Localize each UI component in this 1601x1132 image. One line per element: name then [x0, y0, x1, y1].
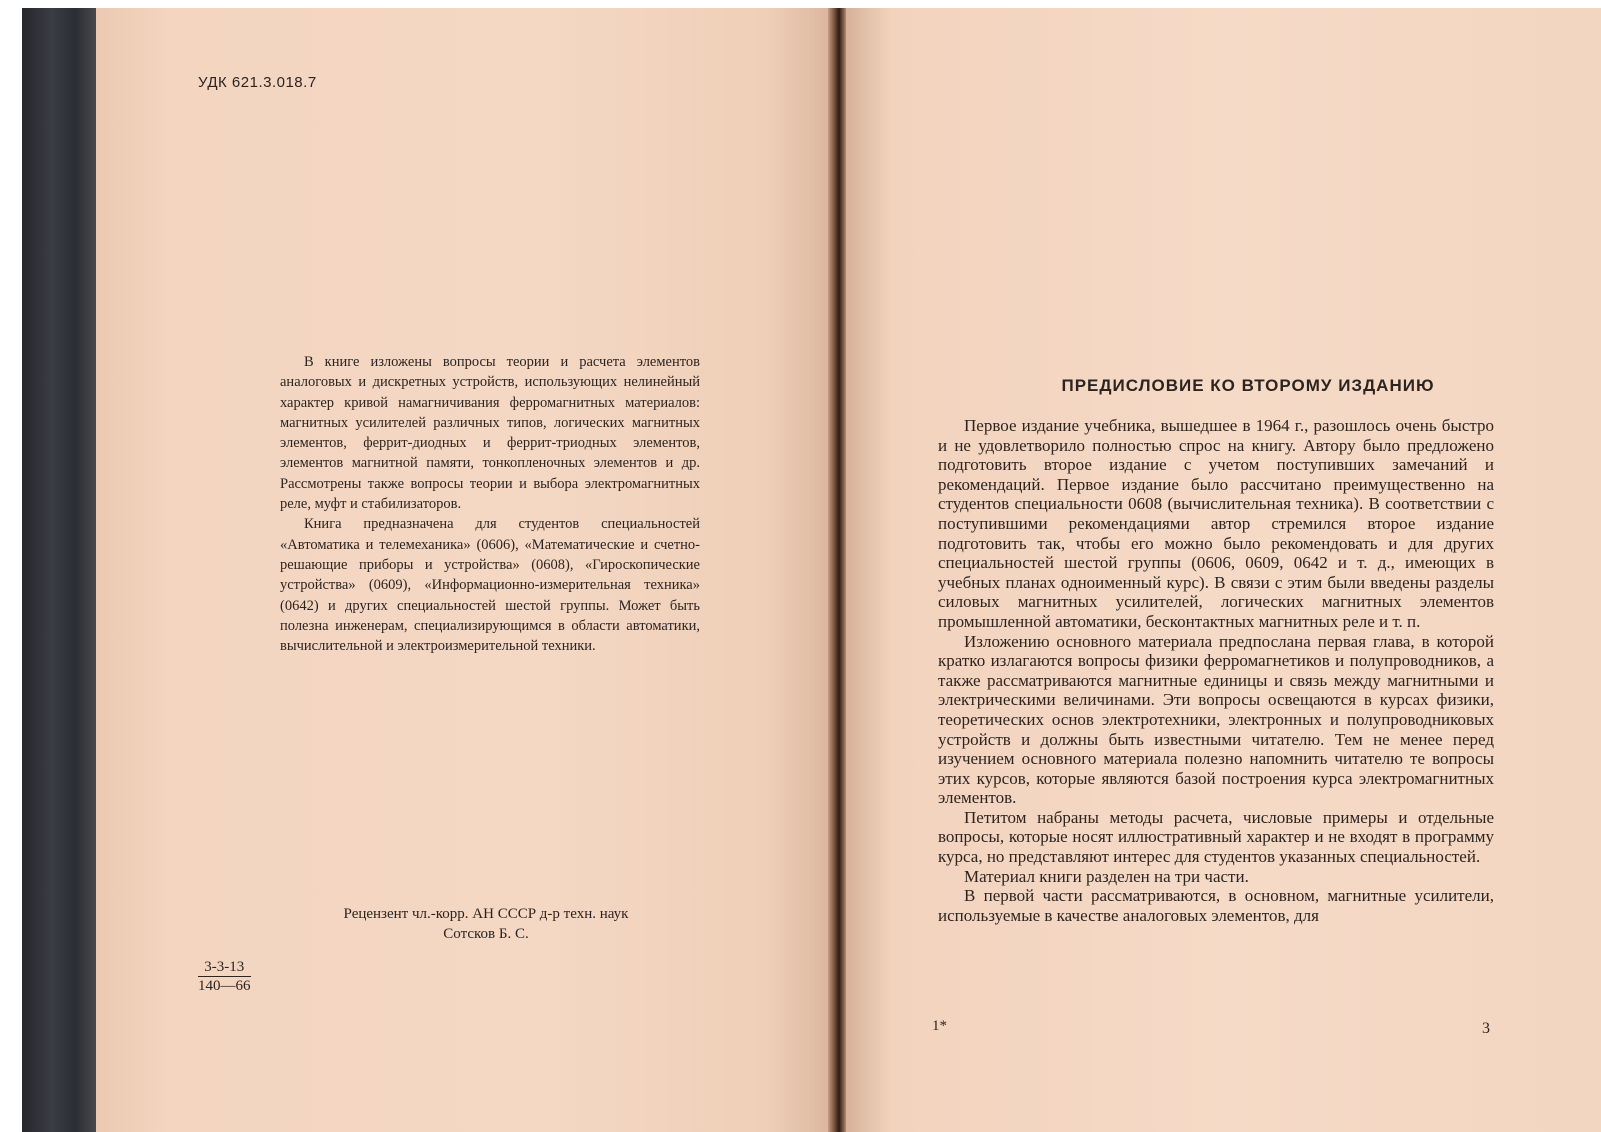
left-page: [96, 8, 841, 1132]
preface-paragraph: Петитом набраны методы расчета, числовые примеры и отдельные вопросы, которые носят иллюстративный характер и не входят в программу курса, но представляют интерес для студентов указанных специальностей.: [938, 807, 1494, 867]
udk-code: УДК 621.3.018.7: [198, 74, 317, 91]
preface-title: ПРЕДИСЛОВИЕ КО ВТОРОМУ ИЗДАНИЮ: [1061, 376, 1435, 395]
preface-paragraph: Материал книги разделен на три части.: [964, 866, 1249, 886]
annotation-paragraph: В книге изложены вопросы теории и расчета элементов аналоговых и дискретных устройств, использующих нелинейный характер кривой намагничивания ферромагнитных материалов: магнитных усилителей различных типов, логических магнитных элементов, феррит-диодных и феррит-триодных элементов, элементов магнитной памяти, тонкопленочных элементов и др. Рассмотрены также вопросы теории и выбора электромагнитных реле, муфт и стабилизаторов.: [280, 354, 700, 513]
publication-code-top: 3-3-13: [198, 958, 251, 977]
annotation-paragraph: Книга предназначена для студентов специальностей «Автоматика и телемеханика» (0606), «Математические и счетно-решающие приборы и устройства» (0608), «Гироскопические устройства» (0609), «Информационно-измерительная техника» (0642) и других специальностей шестой группы. Может быть полезна инженерам, специализирующимся в области автоматики, вычислительной и электроизмерительной техники.: [280, 516, 700, 655]
reviewer-title: Рецензент чл.-корр. АН СССР д-р техн. наук: [343, 906, 629, 922]
book-annotation: [280, 352, 700, 656]
signature-mark: 1*: [932, 1018, 947, 1034]
page-gutter: [828, 8, 848, 1132]
publication-code-bottom: 140—66: [198, 978, 251, 994]
reviewer-credit: [286, 904, 686, 944]
preface-paragraph: Первое издание учебника, вышедшее в 1964 г., разошлось очень быстро и не удовлетворило полностью спрос на книгу. Автору было предложено подготовить второе издание с учетом поступивших замечаний и рекомендаций. Первое издание было рассчитано преимущественно на студентов специальности 0608 (вычислительная техника). В соответствии с поступившими рекомендациями автор стремился второе издание подготовить так, чтобы его можно было рекомендовать и для других специальностей шестой группы (0606, 0609, 0642 и т. д., имеющих в учебных планах одноименный курс). В связи с этим были введены разделы силовых магнитных усилителей, логических магнитных элементов промышленной автоматики, бесконтактных магнитных реле и т. п.: [938, 416, 1494, 631]
preface-paragraph: В первой части рассматриваются, в основном, магнитные усилители, используемые в качестве аналоговых элементов, для: [938, 886, 1494, 925]
book-spine: [22, 8, 98, 1132]
preface-text: [938, 416, 1494, 925]
right-page: [846, 8, 1601, 1132]
page-number: 3: [1482, 1020, 1490, 1037]
publication-code: [198, 958, 251, 995]
reviewer-name: Сотсков Б. С.: [443, 926, 529, 942]
preface-paragraph: Изложению основного материала предпослана первая глава, в которой кратко излагаются вопросы физики ферромагнетиков и полупроводников, а также рассматриваются магнитные единицы и связь между магнитными и электрическими величинами. Эти вопросы освещаются в курсах физики, теоретических основ электротехники, электронных и полупроводниковых устройств и должны быть известными читателю. Тем не менее перед изучением основного материала полезно напомнить читателю те вопросы этих курсов, которые являются базой построения курса электромагнитных элементов.: [938, 631, 1494, 808]
